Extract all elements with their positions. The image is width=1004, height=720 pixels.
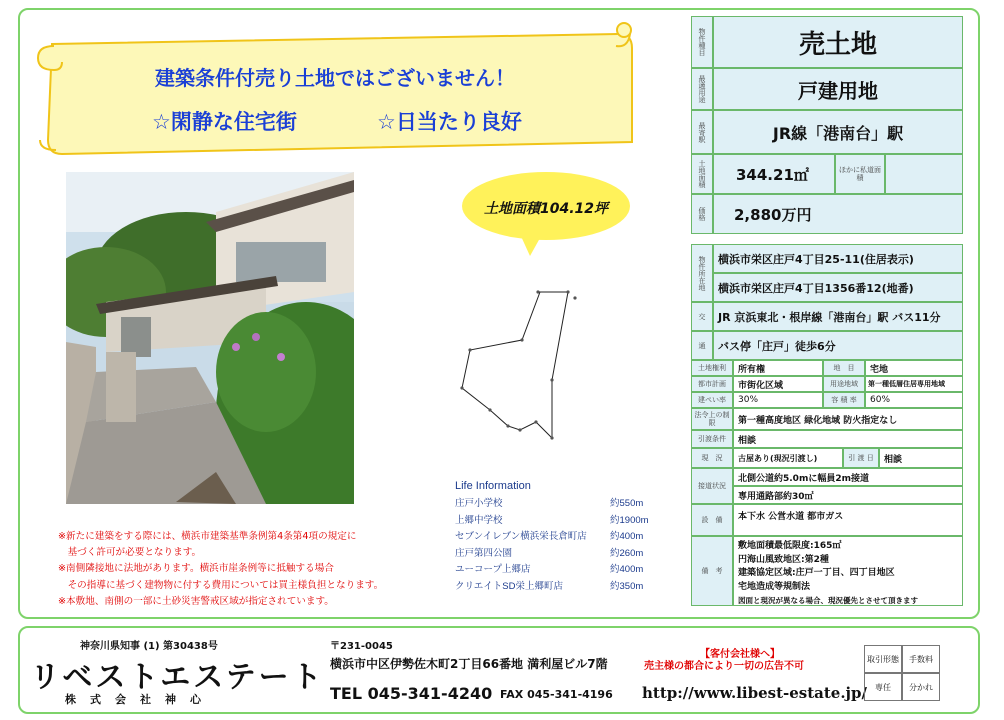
headline-text: 建築条件付売り土地ではございません！ xyxy=(155,66,515,90)
life-item xyxy=(455,512,675,529)
property-photo xyxy=(66,172,354,504)
property-details-table xyxy=(691,16,963,606)
label-handover: 引 渡 日 xyxy=(843,448,879,468)
label-law: 法令上の制限 xyxy=(691,408,733,430)
life-item xyxy=(455,578,675,595)
value-remarks xyxy=(733,536,963,606)
value-city-plan: 市街化区域 xyxy=(733,376,823,392)
land-area-text: 土地面積104.12坪 xyxy=(483,201,609,217)
fee-value-commission: 分かれ xyxy=(902,673,940,701)
label-station: 最寄駅 xyxy=(691,110,713,154)
life-item xyxy=(455,495,675,512)
value-handover-condition: 相談 xyxy=(733,430,963,448)
label-type: 物件種目 xyxy=(691,16,713,68)
note-line: ※本敷地、南側の一部に土砂災害警戒区域が指定されています。 xyxy=(58,595,334,607)
life-item-distance: 約350m xyxy=(610,580,644,592)
postal-code: 〒231-0045 xyxy=(330,641,393,652)
value-bcr: 30% xyxy=(733,392,823,408)
value-handover: 相談 xyxy=(879,448,963,468)
note-line: ※南側隣接地に法地があります。横浜市崖条例等に抵触する場合 xyxy=(58,563,334,575)
notes-block xyxy=(58,529,458,610)
value-rights: 所有権 xyxy=(733,360,823,376)
value-access-1: JR 京浜東北・根岸線「港南台」駅 バス11分 xyxy=(713,302,963,331)
life-item-distance: 約550m xyxy=(610,498,644,509)
value-type: 売土地 xyxy=(713,16,963,68)
value-access-2: バス停「庄戸」徒歩6分 xyxy=(713,331,963,360)
life-item-distance: 約1900m xyxy=(610,514,649,526)
value-area: 344.21㎡ xyxy=(713,154,835,194)
life-item xyxy=(455,545,675,562)
life-info-title: Life Information xyxy=(455,480,531,492)
broker-notice-title: 【客付会社様へ】 xyxy=(700,649,780,660)
land-area-bubble xyxy=(460,168,632,262)
label-price: 価格 xyxy=(691,194,713,234)
life-item-distance: 約400m xyxy=(610,564,644,575)
value-location-2: 横浜市栄区庄戸4丁目1356番12(地番) xyxy=(713,273,963,302)
label-current: 現 況 xyxy=(691,448,733,468)
value-price: 2,880万円 xyxy=(713,194,963,234)
value-road-2: 専用通路部約30㎡ xyxy=(733,486,963,504)
label-remarks: 備 考 xyxy=(691,536,733,606)
label-city-plan: 都市計画 xyxy=(691,376,733,392)
remark-line: 宅地造成等規制法 xyxy=(738,581,811,592)
remark-line: 図面と現況が異なる場合、現況優先とさせて頂きます xyxy=(738,596,918,605)
lot-plan-diagram xyxy=(430,270,590,450)
label-land-category: 地 目 xyxy=(823,360,865,376)
company-name: リベストエステート xyxy=(30,660,325,695)
life-item xyxy=(455,561,675,578)
life-item-name: ユーコープ上郷店 xyxy=(455,564,531,575)
remark-line: 建築協定区域:庄戸一丁目、四丁目地区 xyxy=(738,568,895,578)
phone-number: TEL 045-341-4240 xyxy=(330,684,493,703)
fee-value-transaction: 専任 xyxy=(864,673,902,701)
license-number: 神奈川県知事 (1) 第30438号 xyxy=(80,641,218,652)
life-item-name: クリエイトSD栄上郷町店 xyxy=(455,580,564,592)
label-location: 物件所在地 xyxy=(691,244,713,302)
label-zoning: 用途地域 xyxy=(823,376,865,392)
label-rights: 土地権利 xyxy=(691,360,733,376)
company-legal-name: 株式会社神心 xyxy=(65,693,215,706)
life-item-name: セブンイレブン横浜栄長倉町店 xyxy=(455,531,587,542)
life-item-name: 庄戸小学校 xyxy=(455,498,503,509)
fax-number: FAX 045-341-4196 xyxy=(500,688,613,701)
label-far: 容 積 率 xyxy=(823,392,865,408)
value-law: 第一種高度地区 緑化地域 防火指定なし xyxy=(733,408,963,430)
remark-line: 円海山風致地区:第2種 xyxy=(738,554,829,565)
value-use: 戸建用地 xyxy=(713,68,963,110)
value-private-road xyxy=(885,154,963,194)
remark-line: 敷地面積最低限度:165㎡ xyxy=(738,541,842,551)
note-line: 基づく許可が必要となります。 xyxy=(58,547,202,559)
life-item xyxy=(455,528,675,545)
fee-label-commission: 手数料 xyxy=(902,645,940,673)
label-access-2: 通 xyxy=(691,331,713,360)
value-station: JR線「港南台」駅 xyxy=(713,110,963,154)
life-information xyxy=(455,480,675,594)
headline-banner xyxy=(32,18,638,158)
website-link[interactable]: http://www.libest-estate.jp/ xyxy=(642,684,867,702)
fee-table xyxy=(864,645,940,701)
value-location-1: 横浜市栄区庄戸4丁目25-11(住居表示) xyxy=(713,244,963,273)
label-private-road: ほかに私道面積 xyxy=(835,154,885,194)
note-line: その指導に基づく建物物に付する費用については買主様負担となります。 xyxy=(58,579,384,591)
value-far: 60% xyxy=(865,392,963,408)
value-facilities: 本下水 公営水道 都市ガス xyxy=(733,504,963,536)
label-access-1: 交 xyxy=(691,302,713,331)
company-address: 横浜市中区伊勢佐木町2丁目66番地 満利屋ビル7階 xyxy=(330,657,608,671)
value-current: 古屋あり(現況引渡し) xyxy=(733,448,843,468)
label-handover-condition: 引渡条件 xyxy=(691,430,733,448)
note-line: ※新たに建築をする際には、横浜市建築基準条例第4条第4項の規定に xyxy=(58,531,357,542)
label-bcr: 建ぺい率 xyxy=(691,392,733,408)
life-item-name: 庄戸第四公園 xyxy=(455,547,513,559)
value-land-category: 宅地 xyxy=(865,360,963,376)
label-facilities: 設 備 xyxy=(691,504,733,536)
broker-notice-body: 売主様の都合により一切の広告不可 xyxy=(644,661,804,672)
life-item-distance: 約400m xyxy=(610,531,644,542)
label-area: 土地面積 xyxy=(691,154,713,194)
value-road-1: 北側公道約5.0mに幅員2m接道 xyxy=(733,468,963,486)
label-use: 最適用途 xyxy=(691,68,713,110)
value-zoning: 第一種低層住居専用地域 xyxy=(865,376,963,392)
fee-label-transaction: 取引形態 xyxy=(864,645,902,673)
feature-sunny: ☆日当たり良好 xyxy=(377,110,522,134)
feature-quiet: ☆閑静な住宅街 xyxy=(152,110,297,134)
life-item-name: 上郷中学校 xyxy=(455,514,503,526)
label-road: 接道状況 xyxy=(691,468,733,504)
life-item-distance: 約260m xyxy=(610,547,644,559)
